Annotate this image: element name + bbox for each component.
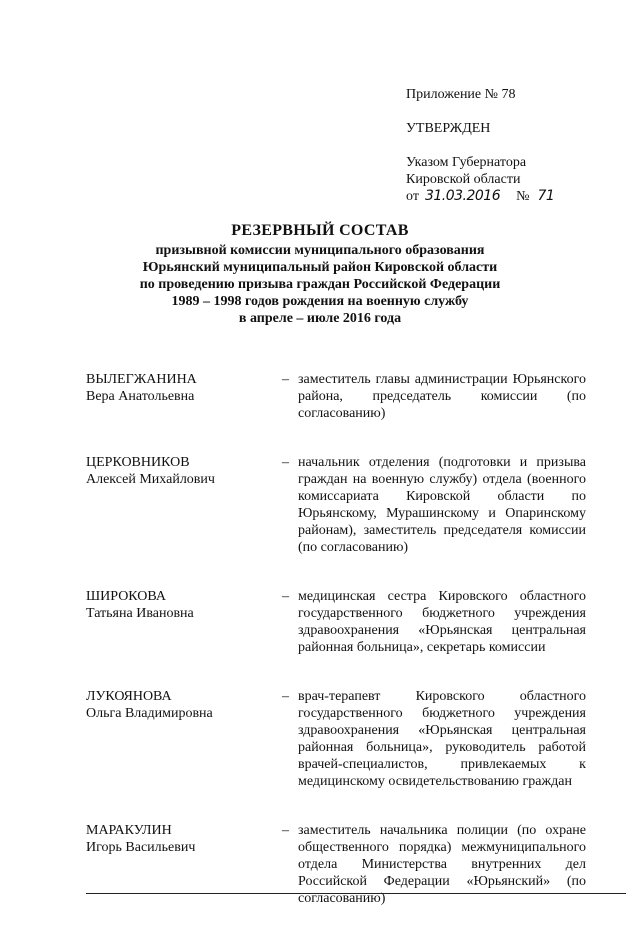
member-surname: ВЫЛЕГЖАНИНА [86,372,197,387]
title-line-3: по проведению призыва граждан Российской Федерации [139,277,501,292]
member-entry [86,588,586,656]
member-entry [86,371,586,422]
member-surname: ЦЕРКОВНИКОВ [86,455,190,470]
member-given-name: Игорь Васильевич [86,840,196,855]
member-dash: – [282,455,289,470]
member-entry [86,822,586,907]
member-name [86,454,282,556]
member-given-name: Алексей Михайлович [86,472,215,487]
member-entry [86,688,586,790]
title-line-5: в апреле – июле 2016 года [238,311,402,326]
bottom-divider [86,893,626,894]
member-given-name: Татьяна Ивановна [86,606,194,621]
member-dash: – [282,372,289,387]
document-title [60,220,580,327]
title-main: РЕЗЕРВНЫЙ СОСТАВ [231,222,409,239]
member-name [86,822,282,907]
date-prefix: от [406,189,419,204]
decree-date-line [406,188,606,205]
member-role: заместитель начальника полиции (по охране общественного порядка) межмуниципального отдела Министерства внутренних дел Российской Федерации «Юрьянский» (по согласованию) [298,823,586,906]
member-name [86,588,282,656]
member-name [86,688,282,790]
members-list [86,371,586,939]
member-given-name: Вера Анатольевна [86,389,195,404]
member-surname: ЛУКОЯНОВА [86,689,172,704]
member-given-name: Ольга Владимировна [86,706,213,721]
decree-line-2: Кировской области [406,172,521,187]
approved-label: УТВЕРЖДЕН [406,121,491,136]
title-line-2: Юрьянский муниципальный район Кировской области [142,260,498,275]
member-entry [86,454,586,556]
title-line-1: призывной комиссии муниципального образования [155,243,485,258]
member-role: медицинская сестра Кировского областного государственного бюджетного учреждения здравоохранения «Юрьянская центральная районная больница», секретарь комиссии [298,589,586,655]
decree-line-1: Указом Губернатора [406,155,527,170]
member-role: начальник отделения (подготовки и призыва граждан на военную службу) отдела (военного комиссариата Кировской области по Юрьянскому, Мурашинскому и Опаринскому районам), заместитель председателя комиссии (по согласованию) [298,455,586,555]
handwritten-date: 31.03.2016 [424,188,501,204]
member-surname: ШИРОКОВА [86,589,166,604]
member-role: врач-терапевт Кировского областного государственного бюджетного учреждения здравоохранения «Юрьянская центральная районная больница», руководитель работой врачей-специалистов, привлекаемых к медицинскому освидетельствованию граждан [298,689,586,789]
member-role: заместитель главы администрации Юрьянского района, председатель комиссии (по согласованию) [298,372,586,421]
member-surname: МАРАКУЛИН [86,823,172,838]
handwritten-number: 71 [537,188,555,204]
appendix-number: Приложение № 78 [406,87,516,102]
member-dash: – [282,689,289,704]
member-dash: – [282,823,289,838]
member-name [86,371,282,422]
number-prefix: № [516,189,530,204]
member-dash: – [282,589,289,604]
approval-block [406,86,606,205]
title-line-4: 1989 – 1998 годов рождения на военную службу [171,294,469,309]
